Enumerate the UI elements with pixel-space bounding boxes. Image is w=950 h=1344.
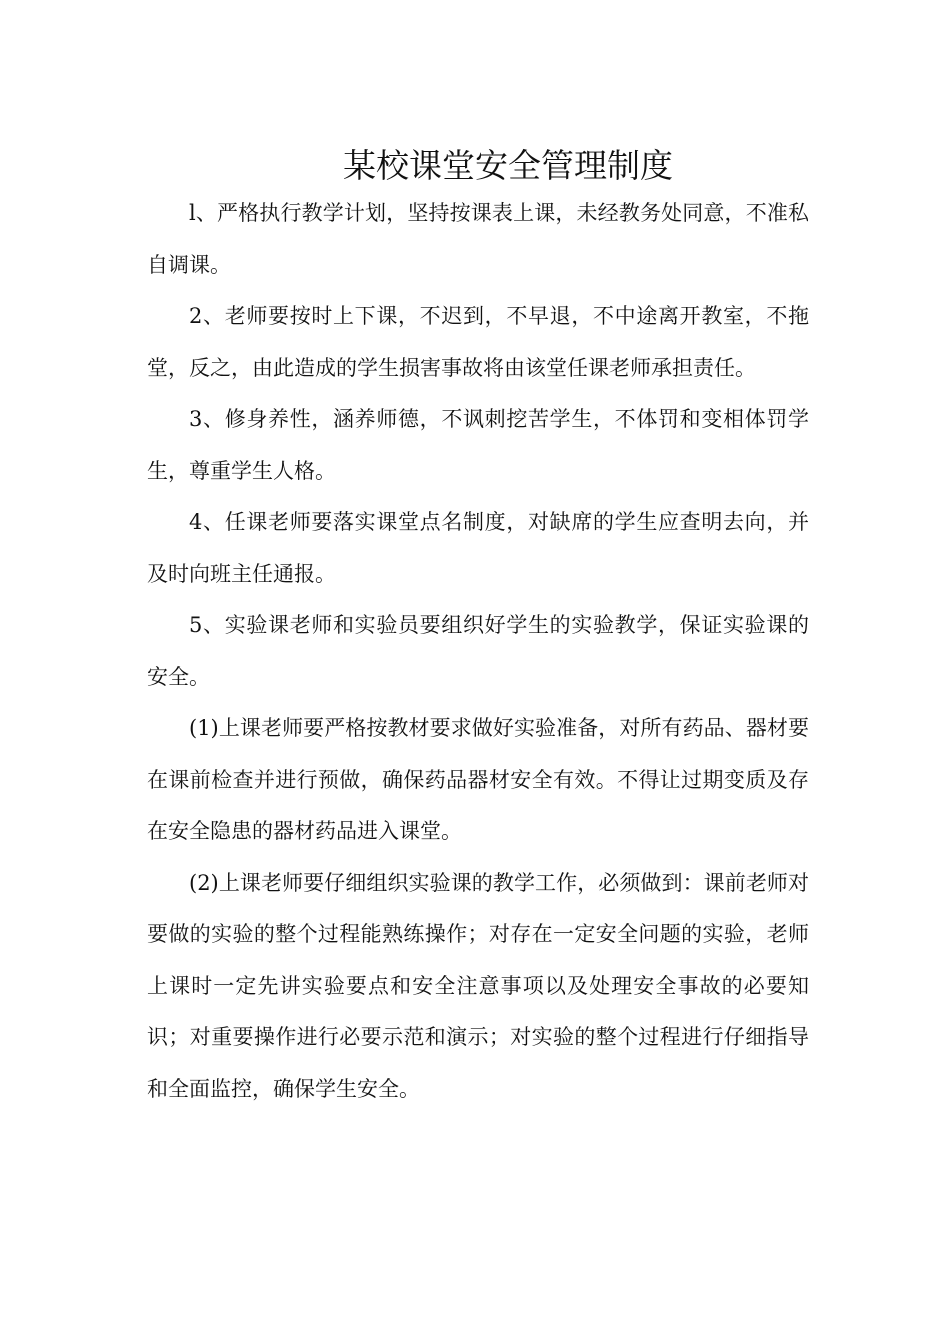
paragraph-rule-5-sub-2: (2)上课老师要仔细组织实验课的教学工作，必须做到：课前老师对要做的实验的整个过程能熟练操作；对存在一定安全问题的实验，老师上课时一定先讲实验要点和安全注意事项以及处理安全事故的必要知识；对重要操作进行必要示范和演示；对实验的整个过程进行仔细指导和全面监控，确保学生安全。 xyxy=(147,870,809,1101)
paragraph-rule-2: 2、老师要按时上下课，不迟到，不早退，不中途离开教室，不拖堂，反之，由此造成的学生损害事故将由该堂任课老师承担责任。 xyxy=(147,304,809,380)
document-body xyxy=(147,188,809,1115)
paragraph-rule-3: 3、修身养性，涵养师德，不讽刺挖苦学生，不体罚和变相体罚学生，尊重学生人格。 xyxy=(147,407,809,483)
paragraph-rule-5-sub-1: (1)上课老师要严格按教材要求做好实验准备，对所有药品、器材要在课前检查并进行预做，确保药品器材安全有效。不得让过期变质及存在安全隐患的器材药品进入课堂。 xyxy=(147,716,809,843)
document-title: 某校课堂安全管理制度 xyxy=(343,146,673,186)
paragraph-rule-5: 5、实验课老师和实验员要组织好学生的实验教学，保证实验课的安全。 xyxy=(147,613,809,689)
paragraph-rule-1: l、严格执行教学计划，坚持按课表上课，未经教务处同意，不准私自调课。 xyxy=(147,201,809,277)
paragraph-rule-4: 4、任课老师要落实课堂点名制度，对缺席的学生应查明去向，并及时向班主任通报。 xyxy=(147,510,809,586)
